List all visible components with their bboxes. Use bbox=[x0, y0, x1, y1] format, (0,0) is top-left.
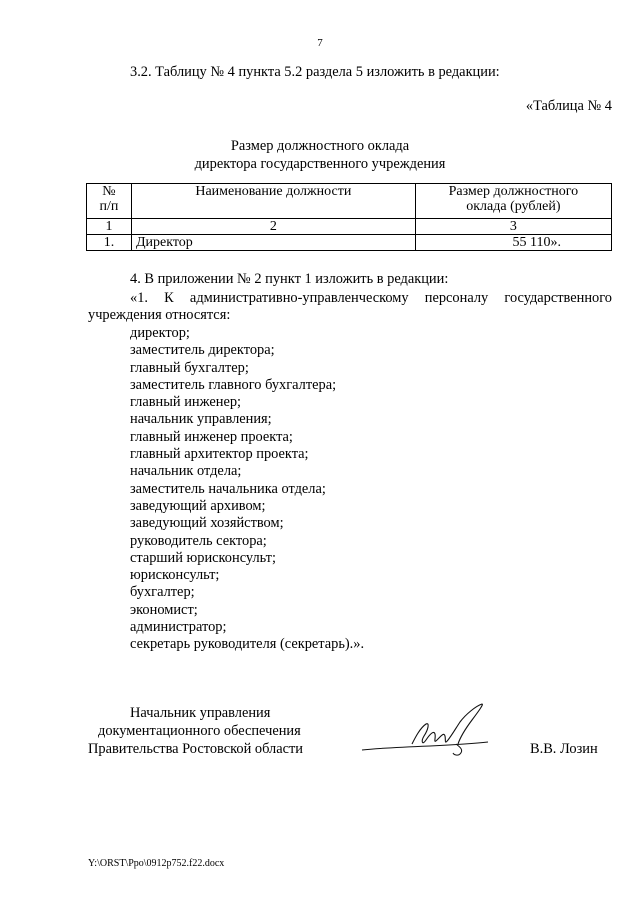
signatory-name: В.В. Лозин bbox=[530, 741, 598, 757]
list-item: заместитель начальника отдела; bbox=[130, 480, 326, 497]
positions-list bbox=[130, 325, 364, 654]
row-number: 1. bbox=[87, 235, 132, 251]
list-item: начальник отдела; bbox=[130, 463, 242, 480]
list-item: старший юрисконсульт; bbox=[130, 549, 276, 566]
list-item: администратор; bbox=[130, 619, 227, 636]
list-intro-line2: учреждения относятся: bbox=[88, 307, 231, 323]
signatory-title-line3: Правительства Ростовской области bbox=[88, 741, 303, 757]
header-salary-line2: оклада (рублей) bbox=[466, 199, 561, 214]
table-caption-line2: директора государственного учреждения bbox=[194, 156, 446, 172]
column-number-2: 2 bbox=[131, 219, 415, 235]
header-number-line1: № bbox=[102, 184, 116, 199]
table-caption-line1: Размер должностного оклада bbox=[230, 138, 410, 154]
handwritten-signature bbox=[360, 700, 510, 770]
list-item: главный бухгалтер; bbox=[130, 359, 249, 376]
row-salary: 55 110». bbox=[415, 235, 611, 251]
list-item: юрисконсульт; bbox=[130, 567, 220, 584]
header-cell-salary bbox=[415, 184, 611, 219]
list-item: секретарь руководителя (секретарь).». bbox=[130, 636, 365, 653]
file-path: Y:\ORST\Ppo\0912p752.f22.docx bbox=[88, 858, 225, 869]
row-position: Директор bbox=[131, 235, 415, 251]
signatory-title-line1: Начальник управления bbox=[130, 705, 271, 721]
list-item: главный архитектор проекта; bbox=[130, 446, 309, 463]
header-salary-line1: Размер должностного bbox=[448, 184, 579, 199]
list-item: главный инженер проекта; bbox=[130, 428, 293, 445]
page-number: 7 bbox=[317, 37, 323, 49]
header-position-line1: Наименование должности bbox=[195, 184, 352, 199]
list-item: начальник управления; bbox=[130, 411, 272, 428]
list-item: директор; bbox=[130, 325, 190, 341]
list-item: главный инженер; bbox=[130, 394, 242, 411]
list-item: заведующий архивом; bbox=[130, 497, 266, 514]
table-header-row bbox=[87, 184, 612, 219]
list-item: бухгалтер; bbox=[130, 584, 195, 601]
table-column-number-row bbox=[87, 219, 612, 235]
clause-3-2: 3.2. Таблицу № 4 пункта 5.2 раздела 5 изложить в редакции: bbox=[130, 64, 500, 80]
table-row bbox=[87, 235, 612, 251]
column-number-3: 3 bbox=[415, 219, 611, 235]
list-item: руководитель сектора; bbox=[130, 532, 267, 549]
list-intro-line1: «1. К административно-управленческому персоналу государственного bbox=[130, 290, 612, 306]
list-item: заведующий хозяйством; bbox=[130, 515, 284, 532]
clause-4: 4. В приложении № 2 пункт 1 изложить в редакции: bbox=[130, 271, 449, 287]
header-cell-position bbox=[131, 184, 415, 219]
header-cell-number bbox=[87, 184, 132, 219]
table-reference: «Таблица № 4 bbox=[525, 98, 612, 114]
list-item: заместитель директора; bbox=[130, 342, 275, 359]
salary-table bbox=[86, 183, 612, 251]
column-number-1: 1 bbox=[87, 219, 132, 235]
list-item: заместитель главного бухгалтера; bbox=[130, 376, 337, 393]
header-number-line2: п/п bbox=[99, 199, 119, 214]
list-item: экономист; bbox=[130, 601, 198, 618]
signatory-title-line2: документационного обеспечения bbox=[98, 723, 301, 739]
